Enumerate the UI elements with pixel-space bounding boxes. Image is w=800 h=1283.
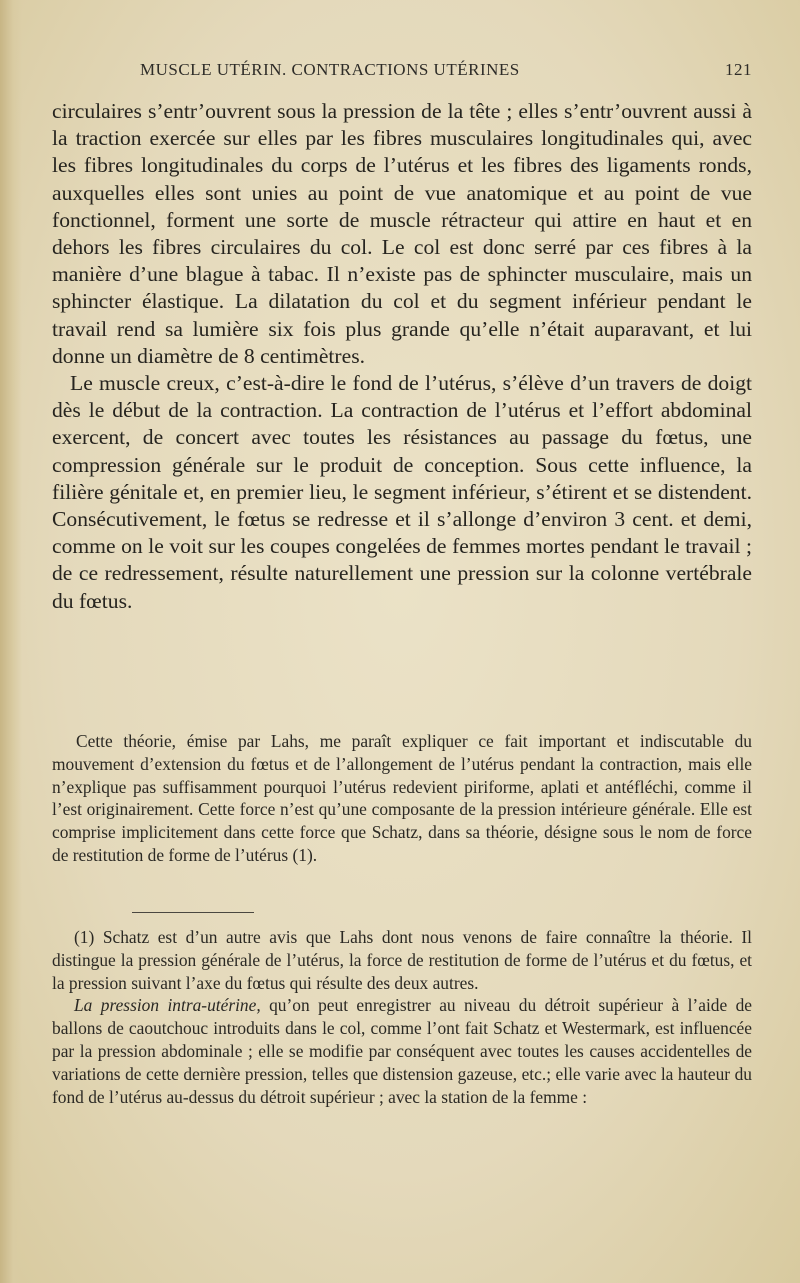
footnote-italic-term: La pression intra-utérine, <box>74 995 261 1016</box>
footnote-continuation-text: qu’on peut enregistrer au niveau du détroit supérieur à l’aide de ballons de caoutchouc introduits dans le col, comme l’ont fait Schatz et Westermark, est influencée par la pression abdominale ; elle se modifie par conséquent avec toutes les causes accidentelles de variations de cette dernière pression, telles que distension gazeuse, etc.; elle varie avec la hauteur du fond de l’utérus au-dessus du détroit supérieur ; avec la station de la femme : <box>52 995 753 1107</box>
page-number: 121 <box>725 60 752 79</box>
footnote-1-continuation <box>52 994 752 1108</box>
page-binding-shadow <box>0 0 22 1283</box>
running-header <box>52 60 752 86</box>
small-print-paragraph: Cette théorie, émise par Lahs, me paraît expliquer ce fait important et indiscutable du mouvement d’extension du fœtus et de l’allongement de l’utérus pendant la contraction, mais elle n’explique pas suffisamment pourquoi l’utérus redevient piriforme, aplati et antéfléchi, comme il l’est originairement. Cette force n’est qu’une composante de la pression intérieure générale. Elle est comprise implicitement dans cette force que Schatz, dans sa théorie, désigne sous le nom de force de restitution de forme de l’utérus (1). <box>52 731 752 865</box>
footnote-1: (1) Schatz est d’un autre avis que Lahs dont nous venons de faire connaître la théorie. Il distingue la pression générale de l’utérus, la force de restitution de forme de l’utérus et du fœtus, et la pression suivant l’axe du fœtus qui résulte des deux autres. <box>52 927 752 993</box>
main-text <box>52 98 752 615</box>
main-paragraph-2: Le muscle creux, c’est-à-dire le fond de l’utérus, s’élève d’un travers de doigt dès le début de la contraction. La contraction de l’utérus et l’effort abdominal exercent, de concert avec toutes les résistances au passage du fœtus, une compression générale sur le produit de conception. Sous cette influence, la filière génitale et, en premier lieu, le segment inférieur, s’étirent et se distendent. Consécutivement, le fœtus se redresse et il s’allonge d’environ 3 cent. et demi, comme on le voit sur les coupes congelées de femmes mortes pendant le travail ; de ce redressement, résulte naturellement une pression sur la colonne vertébrale du fœtus. <box>52 371 752 613</box>
running-title: MUSCLE UTÉRIN. CONTRACTIONS UTÉRINES <box>140 60 520 79</box>
footnote-separator <box>132 912 254 913</box>
main-paragraph-1: circulaires s’entr’ouvrent sous la pression de la tête ; elles s’entr’ouvrent aussi à la traction exercée sur elles par les fibres musculaires longitudinales qui, avec les fibres longitudinales du corps de l’utérus et les fibres des ligaments ronds, auxquelles elles sont unies au point de vue anatomique et au point de vue fonctionnel, forment une sorte de muscle rétracteur qui attire en haut et en dehors les fibres circulaires du col. Le col est donc serré par ces fibres à la manière d’une blague à tabac. Il n’existe pas de sphincter musculaire, mais un sphincter élastique. La dilatation du col et du segment inférieur pendant le travail rend sa lumière six fois plus grande qu’elle n’était auparavant, et lui donne un diamètre de 8 centimètres. <box>52 99 752 368</box>
footnotes <box>52 926 752 1108</box>
